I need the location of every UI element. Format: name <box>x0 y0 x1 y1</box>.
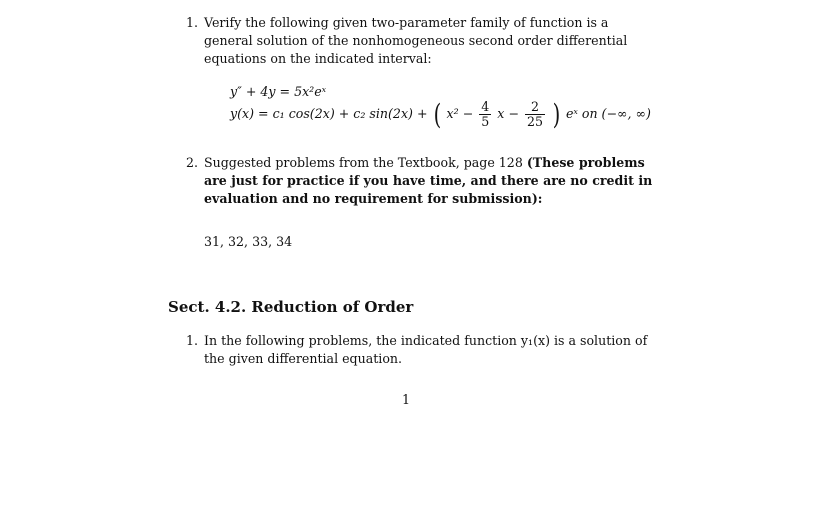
solution-inner-a: x² − <box>446 106 474 121</box>
solution-tail: eˣ on (−∞, ∞) <box>565 106 651 121</box>
fraction-1-numerator: 4 <box>481 99 490 114</box>
problem-list: 31, 32, 33, 34 <box>204 234 293 249</box>
fraction-2-25 <box>525 100 545 129</box>
problem-1-text: Verify the following given two-parameter family of function is a general solution of the nonhomogeneous second order differential equations on the indicated interval: <box>204 15 628 66</box>
fraction-1-denominator: 5 <box>481 114 490 129</box>
problem-2-text-bold: (These problems are just for practice if you have time, and there are no credit in evaluation and no requirement for submission): <box>204 155 653 206</box>
solution-inner-b: x − <box>497 106 519 121</box>
right-paren: ) <box>552 97 561 131</box>
problem-2 <box>186 154 656 208</box>
left-paren: ( <box>433 97 441 131</box>
problem-2-number: 2. <box>186 155 199 170</box>
fraction-2-numerator: 2 <box>525 100 545 115</box>
ode-equation: y″ + 4y = 5x²eˣ <box>230 84 327 99</box>
problem-1 <box>186 14 656 68</box>
section-heading: Sect. 4.2. Reduction of Order <box>168 298 414 316</box>
problem-reduction-1 <box>186 332 656 368</box>
fraction-4-5 <box>479 100 491 129</box>
problem-2-text <box>204 154 656 208</box>
fraction-2-denominator: 25 <box>526 114 543 129</box>
problem-reduction-1-text: In the following problems, the indicated function y₁(x) is a solution of the given differential equation. <box>204 333 648 366</box>
problem-reduction-1-number: 1. <box>186 333 199 348</box>
solution-lhs: y(x) = c₁ cos(2x) + c₂ sin(2x) + <box>230 106 428 121</box>
page-number: 1 <box>402 392 411 407</box>
general-solution-equation <box>230 97 651 131</box>
problem-2-text-plain: Suggested problems from the Textbook, page 128 <box>204 155 527 170</box>
problem-1-number: 1. <box>186 15 199 30</box>
